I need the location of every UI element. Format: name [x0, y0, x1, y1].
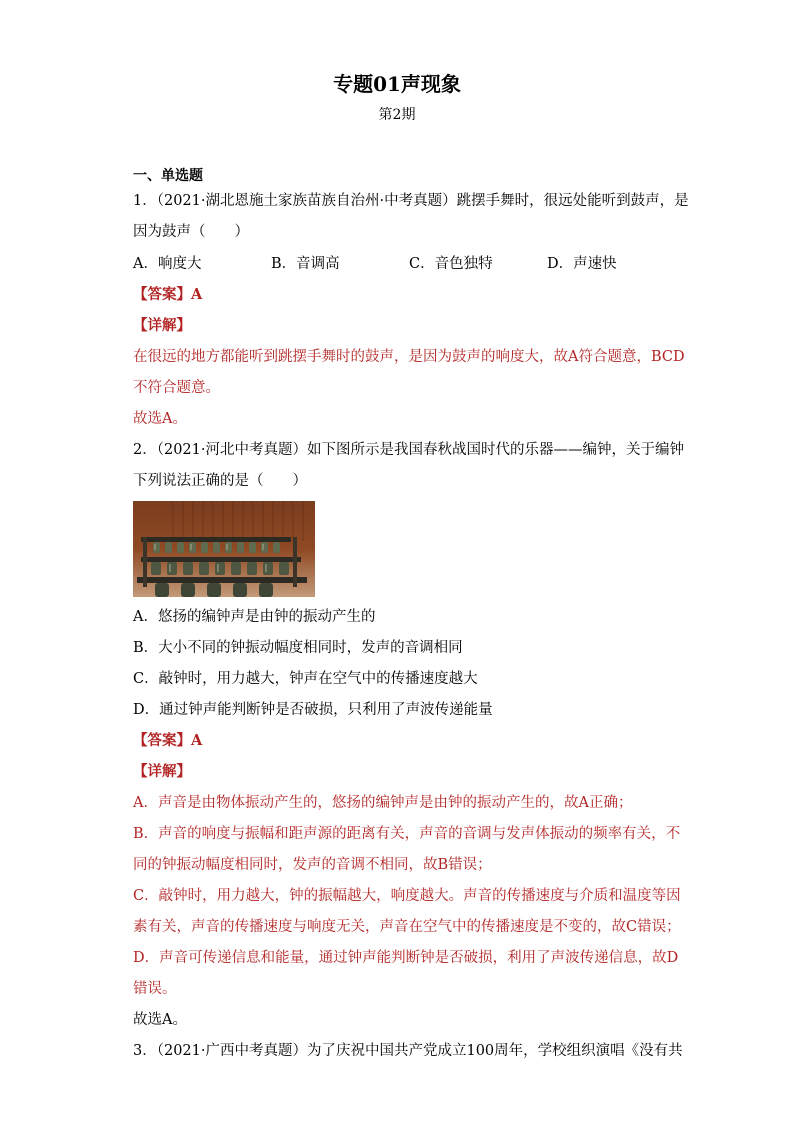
q2-detail-line2: B．声音的响度与振幅和距声源的距离有关，声音的音调与发声体振动的频率有关，不: [133, 826, 681, 842]
q1-detail-label: 【详解】: [133, 317, 191, 334]
q1-detail-line2: 不符合题意。: [133, 380, 220, 396]
q1-option-c: C．音色独特: [409, 256, 493, 272]
q1-answer: 【答案】A: [133, 286, 203, 303]
q1-option-a: A．响度大: [133, 256, 202, 272]
q2-option-c: C．敲钟时，用力越大，钟声在空气中的传播速度越大: [133, 671, 478, 687]
q2-stem-line2: 下列说法正确的是（ ）: [133, 473, 307, 489]
q1-stem-line2: 因为鼓声（ ）: [133, 224, 249, 240]
q2-conclusion: 故选A。: [133, 1012, 187, 1028]
q2-answer: 【答案】A: [133, 732, 203, 749]
q2-option-b: B．大小不同的钟振动幅度相同时，发声的音调相同: [133, 640, 463, 656]
section-heading: 一、单选题: [133, 168, 203, 184]
q2-detail-line3: 同的钟振动幅度相同时，发声的音调不相同，故B错误；: [133, 857, 492, 873]
q2-option-a: A．悠扬的编钟声是由钟的振动产生的: [133, 609, 376, 625]
document-title: 专题01声现象: [333, 72, 461, 96]
q1-option-b: B．音调高: [271, 256, 340, 272]
q1-stem-line1: 1．（2021·湖北恩施土家族苗族自治州·中考真题）跳摆手舞时，很远处能听到鼓声，是: [133, 193, 689, 209]
q3-stem-line1: 3．（2021·广西中考真题）为了庆祝中国共产党成立100周年，学校组织演唱《没有共: [133, 1043, 683, 1059]
q2-detail-line7: 错误。: [133, 981, 177, 997]
q1-option-d: D．声速快: [547, 256, 617, 272]
q2-detail-line1: A．声音是由物体振动产生的，悠扬的编钟声是由钟的振动产生的，故A正确；: [133, 795, 633, 811]
q2-stem-line1: 2．（2021·河北中考真题）如下图所示是我国春秋战国时代的乐器——编钟，关于编钟: [133, 442, 684, 458]
bianzhong-photo: [133, 501, 315, 597]
q2-detail-label: 【详解】: [133, 763, 191, 780]
issue-number: 第2期: [378, 107, 416, 123]
q2-detail-line6: D．声音可传递信息和能量，通过钟声能判断钟是否破损，利用了声波传递信息，故D: [133, 950, 679, 966]
q2-detail-line4: C．敲钟时，用力越大，钟的振幅越大，响度越大。声音的传播速度与介质和温度等因: [133, 888, 681, 904]
q1-detail-line1: 在很远的地方都能听到跳摆手舞时的鼓声，是因为鼓声的响度大，故A符合题意，BCD: [133, 349, 685, 365]
q1-conclusion: 故选A。: [133, 411, 187, 427]
q2-option-d: D．通过钟声能判断钟是否破损，只利用了声波传递能量: [133, 702, 493, 718]
q2-detail-line5: 素有关，声音的传播速度与响度无关，声音在空气中的传播速度是不变的，故C错误；: [133, 919, 681, 935]
